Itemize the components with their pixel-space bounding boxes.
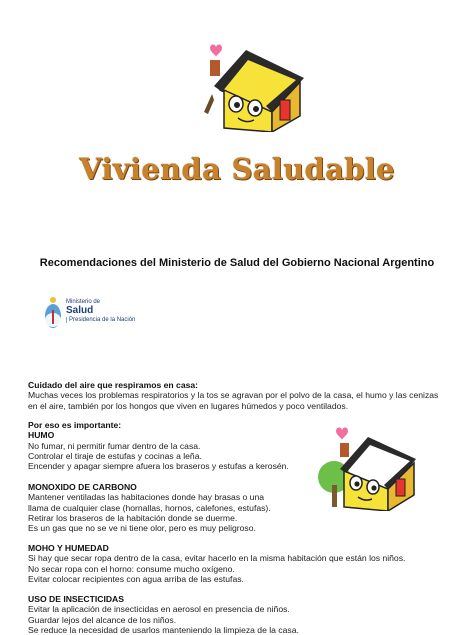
ministry-logo xyxy=(44,296,154,332)
section-heading: MONOXIDO DE CARBONO xyxy=(28,482,137,492)
paragraph-line: Muchas veces los problemas respiratorios y la tos se agravan por el polvo de la casa, el humo y las cenizas xyxy=(28,390,439,401)
paragraph-line: Mantener ventiladas las habitaciones donde hay brasas o una xyxy=(28,492,265,503)
paragraph-line: llama de cualquier clase (hornallas, hornos, calefones, estufas). xyxy=(28,502,271,513)
paragraph-line: No fumar, ni permitir fumar dentro de la casa. xyxy=(28,440,201,451)
paragraph-line: Si hay que secar ropa dentro de la casa, evitar hacerlo en la misma habitación que están los niños. xyxy=(28,553,406,564)
section-insecticidas xyxy=(28,594,448,635)
argentina-shield-icon xyxy=(44,296,62,330)
section-humo xyxy=(28,420,318,471)
paragraph-line: Se reduce la necesidad de usarlos manteniendo la limpieza de la casa. xyxy=(28,624,299,635)
importante-heading: Por eso es importante: xyxy=(28,420,122,430)
heart-icon xyxy=(336,427,348,440)
paragraph-line: Controlar el tiraje de estufas y cocinas a leña. xyxy=(28,450,202,461)
section-heading: Cuidado del aire que respiramos en casa: xyxy=(28,380,199,390)
paragraph-line: Retirar los braseros de la habitación donde se duerme. xyxy=(28,512,238,523)
house-illustration xyxy=(200,42,310,132)
section-heading: USO DE INSECTICIDAS xyxy=(28,594,124,604)
section-intro xyxy=(28,380,448,411)
section-monoxido xyxy=(28,482,318,533)
page-title: Vivienda Saludable xyxy=(79,152,395,186)
paragraph-line: Evitar la aplicación de insecticidas en aerosol en presencia de niños. xyxy=(28,604,290,615)
paragraph-line: Evitar colocar recipientes con agua arriba de las estufas. xyxy=(28,573,244,584)
page-subtitle: Recomendaciones del Ministerio de Salud del Gobierno Nacional Argentino xyxy=(39,257,435,269)
paragraph-line: en el aire, también por los hongos que viven en lugares húmedos y poco ventilados. xyxy=(28,400,349,411)
logo-text-presidencia: Presidencia de la Nación xyxy=(66,317,135,323)
section-heading: HUMO xyxy=(28,430,55,441)
paragraph-line: Guardar lejos del alcance de los niños. xyxy=(28,614,177,625)
heart-icon xyxy=(210,44,222,57)
house-illustration-small xyxy=(318,425,422,511)
logo-text-ministerio: Ministerio de xyxy=(66,299,101,305)
paragraph-line: Encender y apagar siempre afuera los braseros y estufas a kerosén. xyxy=(28,461,289,472)
paragraph-line: No secar ropa con el horno: consume mucho oxígeno. xyxy=(28,563,235,574)
paragraph-line: Es un gas que no se ve ni tiene olor, pero es muy peligroso. xyxy=(28,523,256,534)
section-moho xyxy=(28,543,448,584)
section-heading: MOHO Y HUMEDAD xyxy=(28,543,109,553)
logo-text-salud: Salud xyxy=(66,305,94,316)
